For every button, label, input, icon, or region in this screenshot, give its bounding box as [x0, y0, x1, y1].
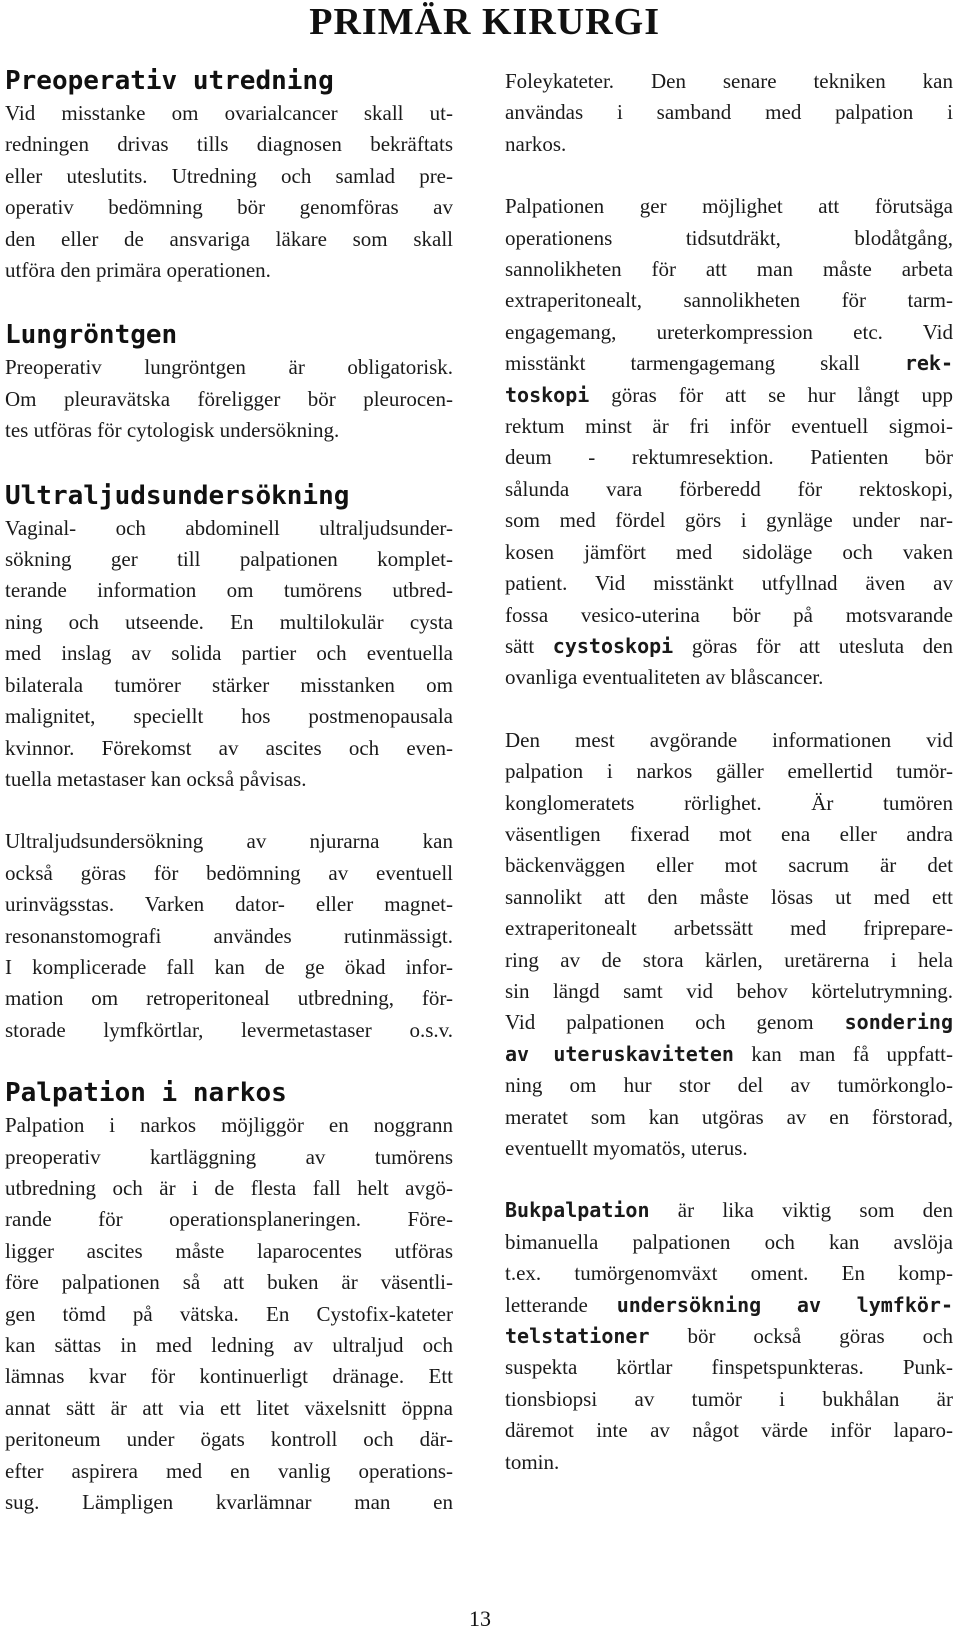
text-line: urinvägsstas. Varken dator- eller magnet- [5, 892, 453, 917]
text-line [505, 1321, 953, 1352]
text-line [505, 380, 953, 411]
text-line: rektum minst är fri inför eventuell sigmoi- [505, 414, 953, 439]
left-column [5, 64, 453, 1518]
text-line: operationens tidsutdräkt, blodåtgång, [505, 225, 953, 250]
text-line: t.ex. tumörgenomväxt oment. En komp- [505, 1261, 953, 1286]
text-line [505, 1007, 953, 1038]
text-line: tionsbiopsi av tumör i bukhålan är [505, 1386, 953, 1411]
text-line: engagemang, ureterkompression etc. Vid [505, 319, 953, 344]
text-line: deum - rektumresektion. Patienten bör [505, 445, 953, 470]
text-line: också göras för bedömning av eventuell [5, 860, 453, 885]
text-line: suspekta körtlar finspetspunkteras. Punk- [505, 1355, 953, 1380]
text-line: Vaginal- och abdominell ultraljudsunder- [5, 515, 453, 540]
paragraph-preoperativ [5, 98, 453, 286]
text-line: Den mest avgörande informationen vid [505, 727, 953, 752]
emphasis-cystoskopi: cystoskopi [552, 633, 674, 658]
text-line: sökning ger till palpationen komplet- [5, 547, 453, 572]
text-line: meratet som kan utgöras av en förstorad, [505, 1104, 953, 1129]
text-line: konglomeratets rörlighet. Är tumören [505, 790, 953, 815]
text-segment: göras för att se hur långt upp [589, 382, 953, 407]
text-line: sålunda vara förberedd för rektoskopi, [505, 476, 953, 501]
text-line: gen tömd på vätska. En Cystofix-kateter [5, 1301, 453, 1326]
emphasis-lymfkortelstationer: undersökning av lymfkör- [616, 1292, 954, 1317]
text-line: annat sätt är att via ett litet växelsnitt öppna [5, 1395, 453, 1420]
text-line: eller uteslutits. Utredning och samlad pre- [5, 163, 453, 188]
paragraph-palpation [5, 1110, 453, 1518]
text-line: sug. Lämpligen kvarlämnar man en [5, 1490, 453, 1515]
text-line: extraperitonealt arbetssätt med fripreparе- [505, 916, 953, 941]
text-line: före palpationen så att buken är väsentli- [5, 1270, 453, 1295]
text-line: ligger ascites måste laparocentes utföras [5, 1238, 453, 1263]
page-title: PRIMÄR KIRURGI [309, 1, 660, 43]
text-segment: bör också göras och [649, 1324, 953, 1349]
text-line: tomin. [505, 1449, 560, 1474]
text-line: eventuellt myomatös, uterus. [505, 1136, 748, 1160]
emphasis-sondering: sondering [844, 1010, 953, 1035]
text-line [505, 1039, 953, 1070]
text-line [505, 348, 953, 379]
text-line: ning och utseende. En multilokulär cysta [5, 609, 453, 634]
text-line: narkos. [505, 131, 567, 156]
text-line: kvinnor. Förekomst av ascites och even- [5, 735, 453, 760]
text-line: peritoneum under ögats kontroll och där- [5, 1427, 453, 1452]
paragraph-lungrontgen [5, 352, 453, 446]
text-line: utbredning och är i de flesta fall helt avgö- [5, 1175, 453, 1200]
paragraph-ultraljud-1 [5, 513, 453, 796]
emphasis-rektoskopi: rek- [904, 351, 953, 376]
text-line: tuella metastaser kan också påvisas. [5, 766, 307, 791]
text-line: däremot inte av något värde inför laparo- [505, 1418, 953, 1443]
right-column [505, 64, 953, 1478]
text-line: som med fördel görs i gynläge under nar- [505, 508, 953, 533]
text-line: kan sättas in med ledning av ultraljud och [5, 1333, 453, 1357]
text-line: efter aspirera med en vanlig operations- [5, 1458, 453, 1483]
section-heading-ultraljud: Ultraljudsundersökning [5, 480, 350, 511]
text-line: bimanuella palpationen och kan avslöja [505, 1229, 953, 1254]
paragraph-bukpalpation [505, 1195, 953, 1478]
section-heading-lungrontgen: Lungröntgen [5, 320, 178, 351]
text-line: bäckenväggen eller mot sacrum är det [505, 853, 953, 878]
text-line: den eller de ansvariga läkare som skall [5, 226, 453, 251]
paragraph-ultraljud-2 [5, 826, 453, 1046]
text-line: fossa vesico-uterina bör på motsvarande [505, 602, 953, 627]
text-line: malignitet, speciellt hos postmenopausala [5, 704, 453, 729]
text-line: resonanstomografi användes rutinmässigt. [5, 923, 453, 948]
text-line: I komplicerade fall kan de ge ökad infor- [5, 954, 453, 979]
section-heading-palpation-narkos: Palpation i narkos [5, 1078, 287, 1109]
text-line: Om pleuravätska föreligger bör pleurocen- [5, 386, 453, 411]
text-segment: kan man få uppfatt- [733, 1041, 953, 1066]
emphasis-uteruskaviteten: av uteruskaviteten [505, 1041, 734, 1066]
text-line: patient. Vid misstänkt utfyllnad även av [505, 571, 953, 596]
text-line: terande information om tumörens utbred- [5, 578, 453, 603]
text-segment: misstänkt tarmengagemang skall [505, 351, 905, 376]
text-line: med inslag av solida partier och eventuella [5, 641, 453, 666]
emphasis-lymfkortelstationer: telstationer [505, 1324, 650, 1349]
text-line: sin längd samt vid behov körtelutrymning. [505, 978, 953, 1003]
text-line [505, 631, 953, 662]
text-line: rande för operationsplaneringen. Före- [5, 1207, 453, 1232]
text-segment: göras för att utesluta den [673, 633, 953, 658]
text-line: preoperativ kartläggning av tumörens [5, 1144, 453, 1169]
text-line: utföra den primära operationen. [5, 258, 271, 283]
text-line: Palpationen ger möjlighet att förutsäga [505, 194, 953, 219]
text-line: ning om hur stor del av tumörkonglo- [505, 1073, 953, 1098]
text-line: Vid misstanke om ovarialcancer skall ut- [5, 101, 453, 125]
text-line: storade lymfkörtlar, levermetastaser o.s.v. [5, 1017, 453, 1042]
text-line: bilaterala tumörer stärker misstanken om [5, 672, 453, 697]
text-line: extraperitonealt, sannolikheten för tarm- [505, 288, 953, 313]
text-line: väsentligen fixerad mot ena eller andra [505, 821, 953, 846]
text-line: lämnas kvar för kontinuerligt dränage. Ett [5, 1364, 453, 1389]
emphasis-bukpalpation: Bukpalpation [505, 1198, 650, 1223]
text-line: operativ bedömning bör genomföras av [5, 195, 453, 220]
text-segment: Vid palpationen och genom [505, 1010, 845, 1035]
text-line: kosen jämfört med sidoläge och vaken [505, 539, 953, 564]
text-segment: är lika viktig som den [649, 1198, 953, 1223]
text-segment: sätt [505, 633, 553, 658]
text-segment: letterande [505, 1292, 617, 1317]
text-line: användas i samband med palpation i [505, 100, 953, 125]
text-line: ring av de stora kärlen, uretärerna i hela [505, 947, 953, 972]
text-line: Foleykateter. Den senare tekniken kan [505, 69, 953, 93]
text-line [505, 1195, 953, 1226]
text-line: Palpation i narkos möjliggör en noggrann [5, 1113, 453, 1138]
page-header [0, 0, 960, 50]
paragraph-palpationen-ger [505, 191, 953, 694]
paragraph-mest-avgorande [505, 725, 953, 1165]
text-line: tes utföras för cytologisk undersökning. [5, 418, 340, 443]
text-line: Preoperativ lungröntgen är obligatorisk. [5, 355, 453, 380]
text-line: sannolikheten för att man måste arbeta [505, 257, 953, 282]
emphasis-rektoskopi: toskopi [505, 382, 590, 407]
text-line: palpation i narkos gäller emellertid tumör- [505, 759, 953, 784]
text-line: redningen drivas tills diagnosen bekräftats [5, 132, 453, 157]
section-heading-preoperativ: Preoperativ utredning [5, 66, 334, 96]
text-line [505, 1290, 953, 1321]
text-line: mation om retroperitoneal utbredning, för- [5, 986, 453, 1011]
text-line: ovanliga eventualiteten av blåscancer. [505, 665, 824, 690]
text-line: sannolikt att den måste lösas ut med ett [505, 884, 953, 909]
page-number: 13 [469, 1606, 491, 1631]
text-line: Ultraljudsundersökning av njurarna kan [5, 829, 453, 854]
paragraph-foleykateter [505, 66, 953, 160]
